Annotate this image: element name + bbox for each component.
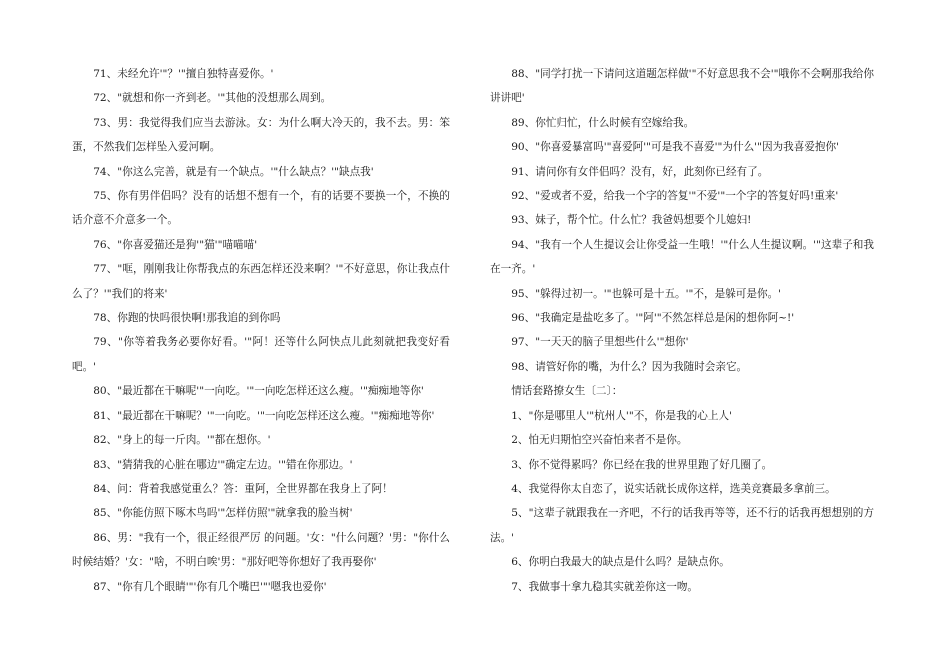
paragraph: 79、"你等着我务必要你好看。'"阿！还等什么阿快点儿此刻就把我变好看吧。' [72,336,450,373]
paragraph: 96、"我确定是盐吃多了。'"阿'"不然怎样总是闲的想你阿~!' [511,312,795,325]
paragraph: 85、"你能仿照下啄木鸟吗'"怎样仿照'"就拿我的脸当树' [93,507,353,520]
paragraph: 87、"你有几个眼睛'"'你有几个嘴巴'"'嗯我也爱你' [93,580,327,593]
paragraph: 97、"一天天的脑子里想些什么'"想你' [511,336,689,349]
paragraph: 82、"身上的每一斤肉。'"都在想你。' [93,434,271,447]
right-column [490,62,874,599]
paragraph: 91、请问你有女伴侣吗？没有，好，此刻你已经有了。 [511,165,769,178]
paragraph: 71、未经允许'"？'"擅自独特喜爱你。' [93,68,274,80]
paragraph: 84、问：背着我感觉重么？答：重阿，全世界都在我身上了阿！ [93,482,393,495]
paragraph: 4、我觉得你太自恋了，说实话就长成你这样，选美竞赛最多拿前三。 [511,482,836,495]
paragraph: 93、妹子，帮个忙。什么忙？我爸妈想要个儿媳妇! [511,214,752,227]
paragraph: 95、"躲得过初一。'"也躲可是十五。'"不，是躲可是你。' [511,287,782,300]
paragraph: 81、"最近都在干嘛呢？'"一向吃。'"一向吃怎样还这么瘦。'"痴痴地等你' [93,409,435,422]
paragraph: 89、你忙归忙，什么时候有空嫁给我。 [511,116,695,129]
paragraph: 77、"哐，刚刚我让你帮我点的东西怎样还没来啊？'"不好意思，你让我点什么了？'"我们的将来' [72,263,450,300]
paragraph: 2、怕无归期怕空兴奋怕来者不是你。 [511,434,688,447]
paragraph: 86、男："我有一个，很正经很严厉 的问题。'女："什么问题？'男："你什么时候结婚？'女："啥，不明白唉'男："那好吧等你想好了我再娶你' [72,531,450,569]
paragraph: 74、"你这么完善，就是有一个缺点。'"什么缺点？'"缺点我' [93,165,374,178]
paragraph: 75、你有男伴侣吗？没有的话想不想有一个，有的话要不要换一个，不换的话介意不介意多一个。 [72,190,450,227]
paragraph: 72、"就想和你一齐到老。'"其他的没想那么周到。 [93,92,332,105]
paragraph: 80、"最近都在干嘛呢'"一向吃。'"一向吃怎样还这么瘦。'"痴痴地等你' [93,385,424,398]
paragraph: 98、请管好你的嘴，为什么？因为我随时会亲它。 [511,360,748,373]
left-column [72,62,450,599]
paragraph: 92、"爱或者不爱，给我一个字的答复'"不爱'"一个字的答复好吗!重来' [511,190,839,203]
paragraph: 73、男：我觉得我们应当去游泳。女：为什么啊大冷天的，我不去。男：笨蛋，不然我们怎样坠入爱河啊。 [72,116,450,154]
paragraph: 76、"你喜爱猫还是狗'"猫'"喵喵喵' [93,238,258,251]
paragraph: 83、"猜猜我的心脏在哪边'"确定左边。'"错在你那边。' [93,458,353,471]
paragraph: 7、我做事十拿九稳其实就差你这一吻。 [511,580,699,593]
paragraph: 5、"这辈子就跟我在一齐吧，不行的话我再等等，还不行的话我再想想别的方法。' [490,507,874,544]
paragraph: 1、"你是哪里人'"杭州人'"不，你是我的心上人' [511,409,732,422]
paragraph: 78、你跑的快吗很快啊!那我追的到你吗 [93,312,281,325]
paragraph: 94、"我有一个人生提议会让你受益一生哦！'"什么人生提议啊。'"这辈子和我在一齐。' [490,238,874,276]
paragraph: 6、你明白我最大的缺点是什么吗？是缺点你。 [511,556,730,569]
paragraph: 88、"同学打扰一下请问这道题怎样做'"不好意思我不会'"哦你不会啊那我给你讲讲吧' [490,68,874,105]
paragraph: 90、"你喜爱暴富吗'"喜爱阿'"可是我不喜爱'"为什么'"因为我喜爱抱你' [511,141,840,154]
paragraph: 3、你不觉得累吗？你已经在我的世界里跑了好几圈了。 [511,458,773,471]
section-heading: 情话套路撩女生〔二〕： [511,385,623,398]
